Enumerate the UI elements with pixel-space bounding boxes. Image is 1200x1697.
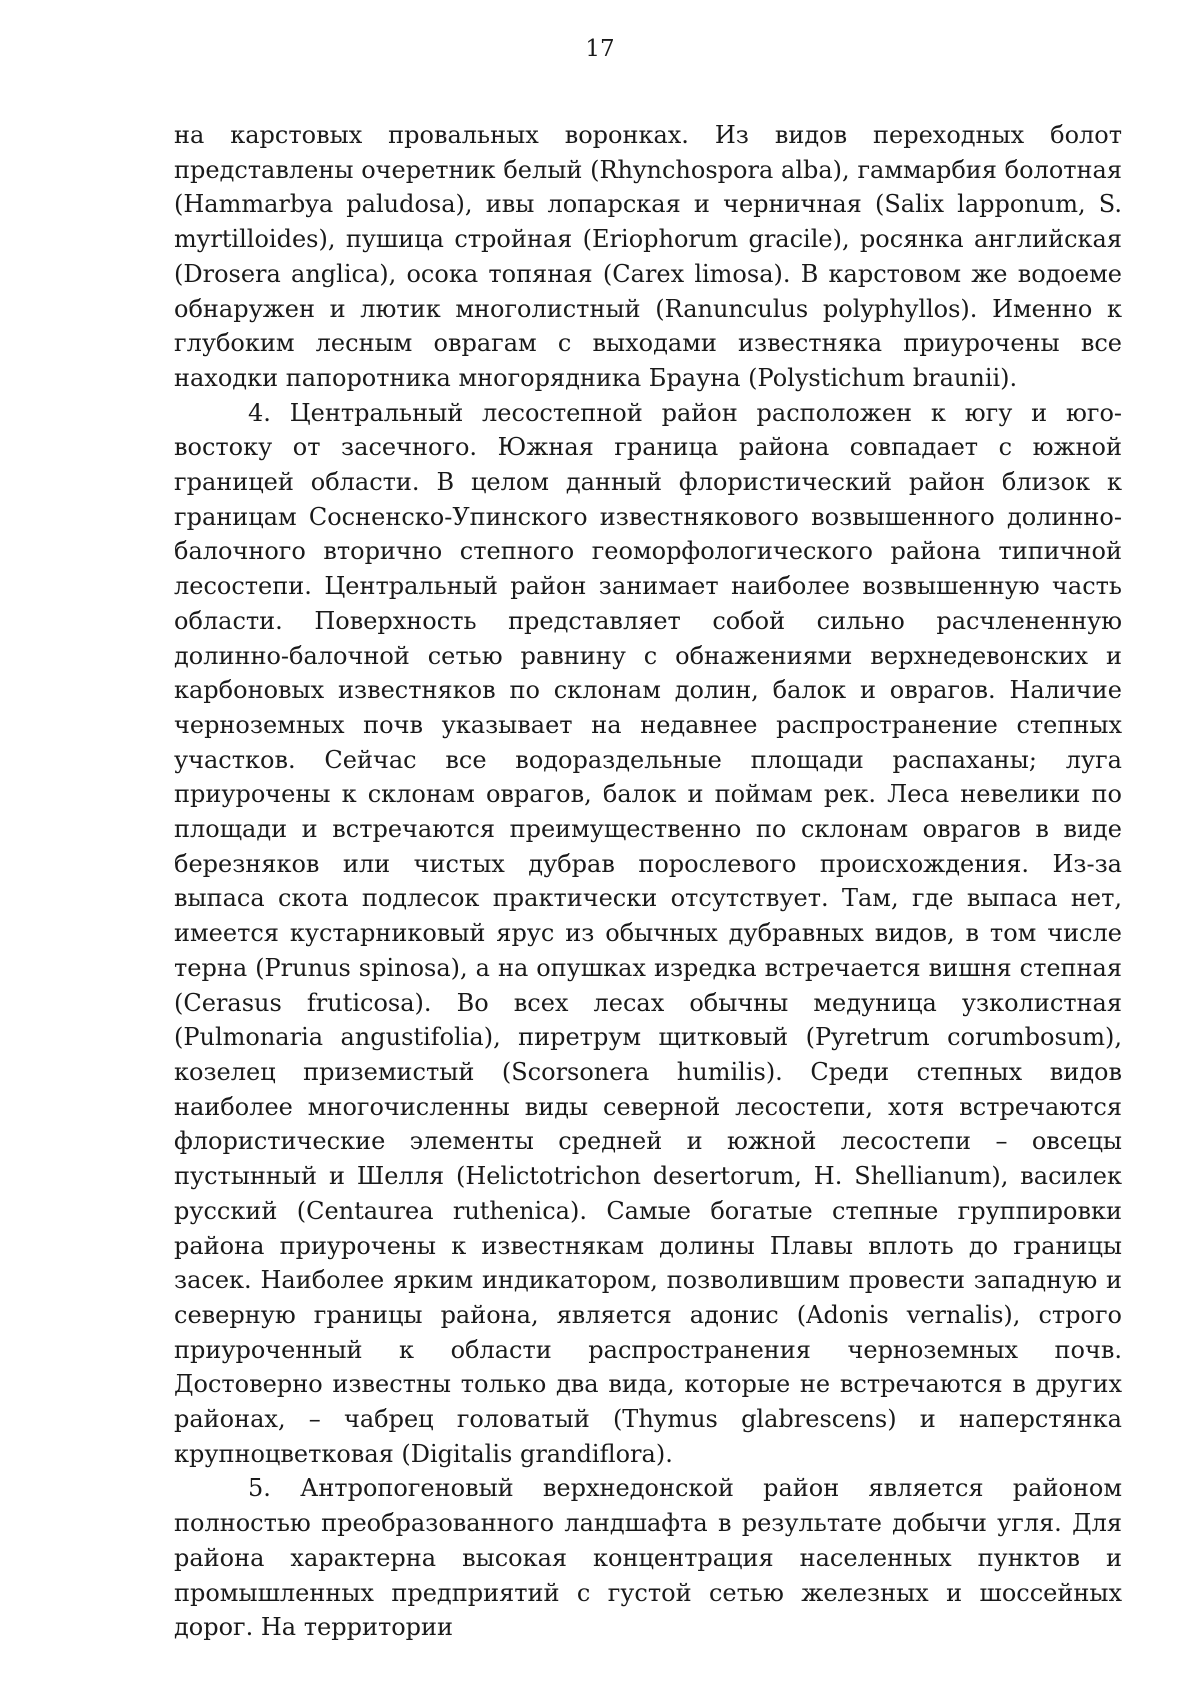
paragraph-anthropogenic-upper-don-district: 5. Антропогеновый верхнедонской район является районом полностью преобразованного ландшафта в результате добычи угля. Для района характерна высокая концентрация населенных пунктов и промышленных предприятий с густой сетью железных и шоссейных дорог. На территории	[174, 1474, 1122, 1642]
page-number: 17	[585, 36, 615, 62]
paragraph-continuation: на карстовых провальных воронках. Из видов переходных болот представлены очеретник белый (Rhynchospora alba), гаммарбия болотная (Hammarbya paludosa), ивы лопарская и черничная (Salix lapponum, S. myrtilloides), пушица стройная (Eriophorum gracile), росянка английская (Drosera anglica), осока топяная (Carex limosa). В карстовом же водоеме обнаружен и лютик многолистный (Ranunculus polyphyllos). Именно к глубоким лесным оврагам с выходами известняка приурочены все находки папоротника многорядника Брауна (Polystichum braunii).	[174, 121, 1122, 392]
paragraph-central-forest-steppe-district: 4. Центральный лесостепной район расположен к югу и юго-востоку от засечного. Южная граница района совпадает с южной границей области. В целом данный флористический район близок к границам Сосненско-Упинского известнякового возвышенного долинно-балочного вторично степного геоморфологического района типичной лесостепи. Центральный район занимает наиболее возвышенную часть области. Поверхность представляет собой сильно расчлененную долинно-балочной сетью равнину с обнажениями верхнедевонских и карбоновых известняков по склонам долин, балок и оврагов. Наличие черноземных почв указывает на недавнее распространение степных участков. Сейчас все водораздельные площади распаханы; луга приурочены к склонам оврагов, балок и поймам рек. Леса невелики по площади и встречаются преимущественно по склонам оврагов в виде березняков или чистых дубрав порослевого происхождения. Из-за выпаса скота подлесок практически отсутствует. Там, где выпаса нет, имеется кустарниковый ярус из обычных дубравных видов, в том числе терна (Prunus spinosa), а на опушках изредка встречается вишня степная (Cerasus fruticosa). Во всех лесах обычны медуница узколистная (Pulmonaria angustifolia), пиретрум щитковый (Pyretrum corumbosum), козелец приземистый (Scorsonera humilis). Среди степных видов наиболее многочисленны виды северной лесостепи, хотя встречаются флористические элементы средней и южной лесостепи – овсецы пустынный и Шелля (Helictotrichon desertorum, H. Shellianum), василек русский (Centaurea ruthenica). Самые богатые степные группировки района приурочены к известнякам долины Плавы вплоть до границы засек. Наиболее ярким индикатором, позволившим провести западную и северную границы района, является адонис (Adonis vernalis), строго приуроченный к области распространения черноземных почв. Достоверно известны только два вида, которые не встречаются в других районах, – чабрец головатый (Thymus glabrescens) и наперстянка крупноцветковая (Digitalis grandiflora).	[174, 398, 1122, 1468]
body-text	[174, 118, 1122, 1645]
